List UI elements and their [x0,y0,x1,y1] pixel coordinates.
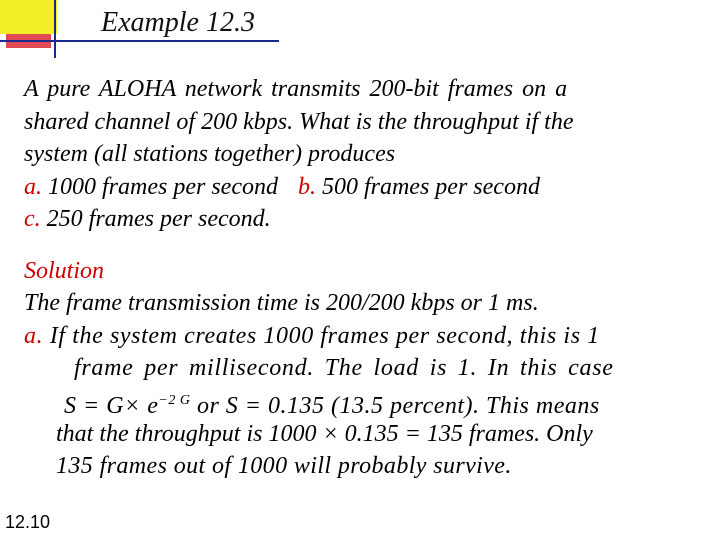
solution-a-text-1: If the system creates 1000 frames per second, this is 1 [49,323,600,349]
option-a-label: a. [24,174,42,200]
decorative-yellow-block [0,0,57,34]
decorative-vertical-rule [54,0,56,58]
question-line-1: A pure ALOHA network transmits 200-bit frames on a [24,76,568,102]
option-a-text: 1000 frames per second [48,174,278,200]
decorative-horizontal-rule [0,40,279,42]
solution-a-line-5: 135 frames out of 1000 will probably survive. [56,453,512,479]
option-b-text: 500 frames per second [321,174,540,200]
solution-a-line-2: frame per millisecond. The load is 1. In this case [74,355,614,381]
option-c-text: 250 frames per second. [46,206,271,232]
solution-a-line-4: that the throughput is 1000 × 0.135 = 135 frames. Only [56,421,593,447]
slide-title: Example 12.3 [101,7,255,38]
solution-a-line-1 [24,320,600,353]
question-line-3: system (all stations together) produces [24,141,396,167]
formula-post: or S = 0.135 (13.5 percent). This means [196,393,600,419]
solution-line-1: The frame transmission time is 200/200 kbps or 1 ms. [24,290,539,316]
option-b-label: b. [297,174,316,200]
formula-exponent: −2 G [158,393,191,408]
question-options-ab [24,171,540,204]
formula-pre: S = G× e [64,393,159,419]
solution-heading: Solution [24,258,105,284]
question-line-2: shared channel of 200 kbps. What is the throughput if the [24,109,574,135]
option-c-label: c. [24,206,41,232]
solution-formula-line [64,385,600,423]
question-option-c [24,203,271,236]
slide-number: 12.10 [5,512,51,532]
solution-a-label: a. [24,323,44,349]
